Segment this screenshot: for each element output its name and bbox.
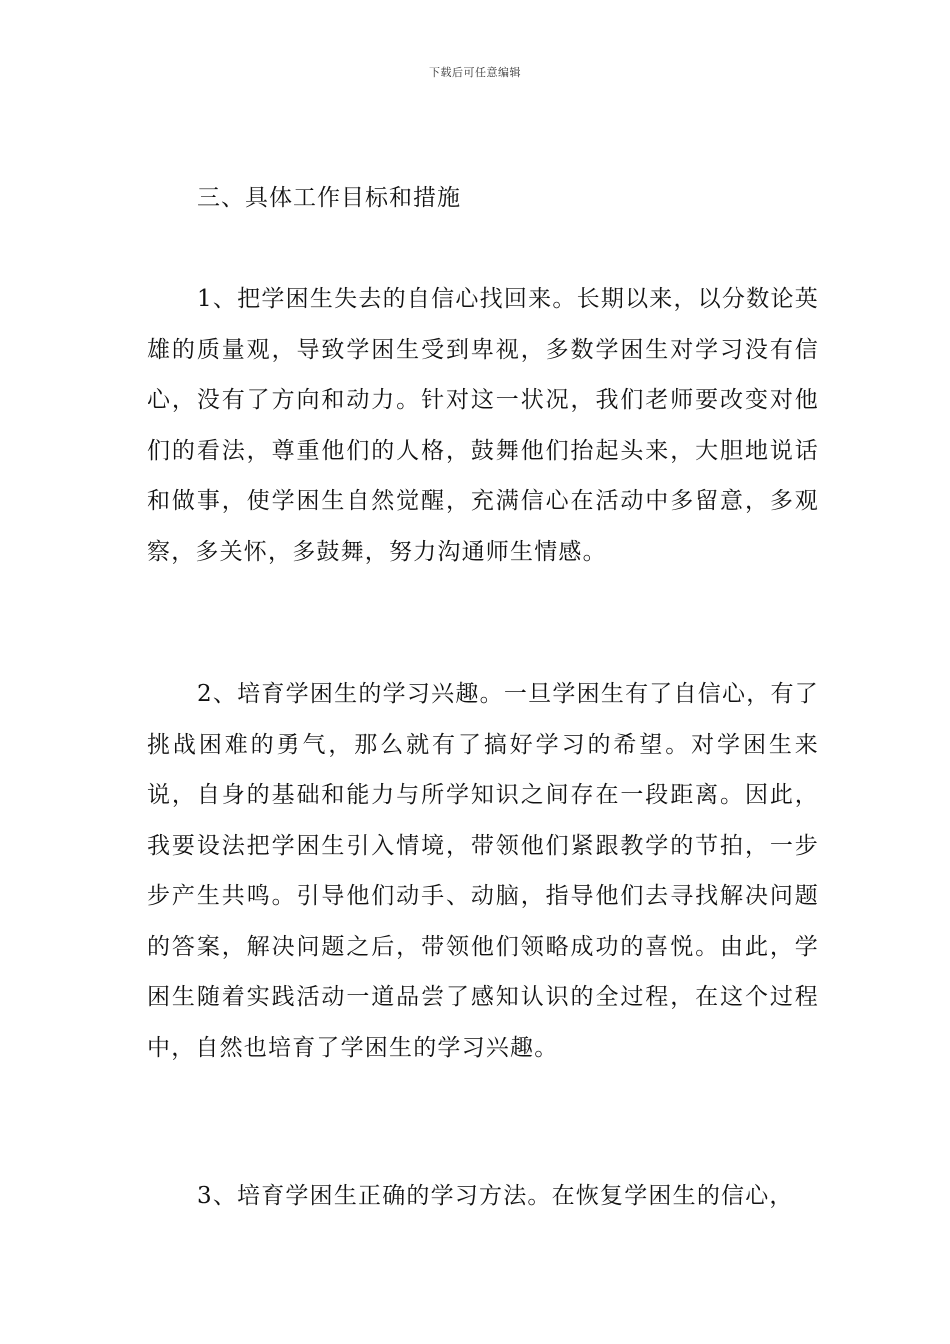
- paragraph-2: 2、培育学困生的学习兴趣。一旦学困生有了自信心，有了挑战困难的勇气，那么就有了搞好学习的希望。对学困生来说，自身的基础和能力与所学知识之间存在一段距离。因此，我要设法把学困生引入情境，带领他们紧跟教学的节拍，一步步产生共鸣。引导他们动手、动脑，指导他们去寻找解决问题的答案，解决问题之后，带领他们领略成功的喜悦。由此，学困生随着实践活动一道品尝了感知认识的全过程，在这个过程中，自然也培育了学困生的学习兴趣。: [147, 681, 819, 1061]
- section-heading: 三、具体工作目标和措施: [197, 185, 461, 211]
- paragraph-1: 1、把学困生失去的自信心找回来。长期以来，以分数论英雄的质量观，导致学困生受到卑视，多数学困生对学习没有信心，没有了方向和动力。针对这一状况，我们老师要改变对他们的看法，尊重他们的人格，鼓舞他们抬起头来，大胆地说话和做事，使学困生自然觉醒，充满信心在活动中多留意，多观察，多关怀，多鼓舞，努力沟通师生情感。: [147, 286, 819, 565]
- paragraph-3: 3、培育学困生正确的学习方法。在恢复学困生的信心，: [197, 1183, 794, 1209]
- page-header: 下载后可任意编辑: [429, 66, 521, 79]
